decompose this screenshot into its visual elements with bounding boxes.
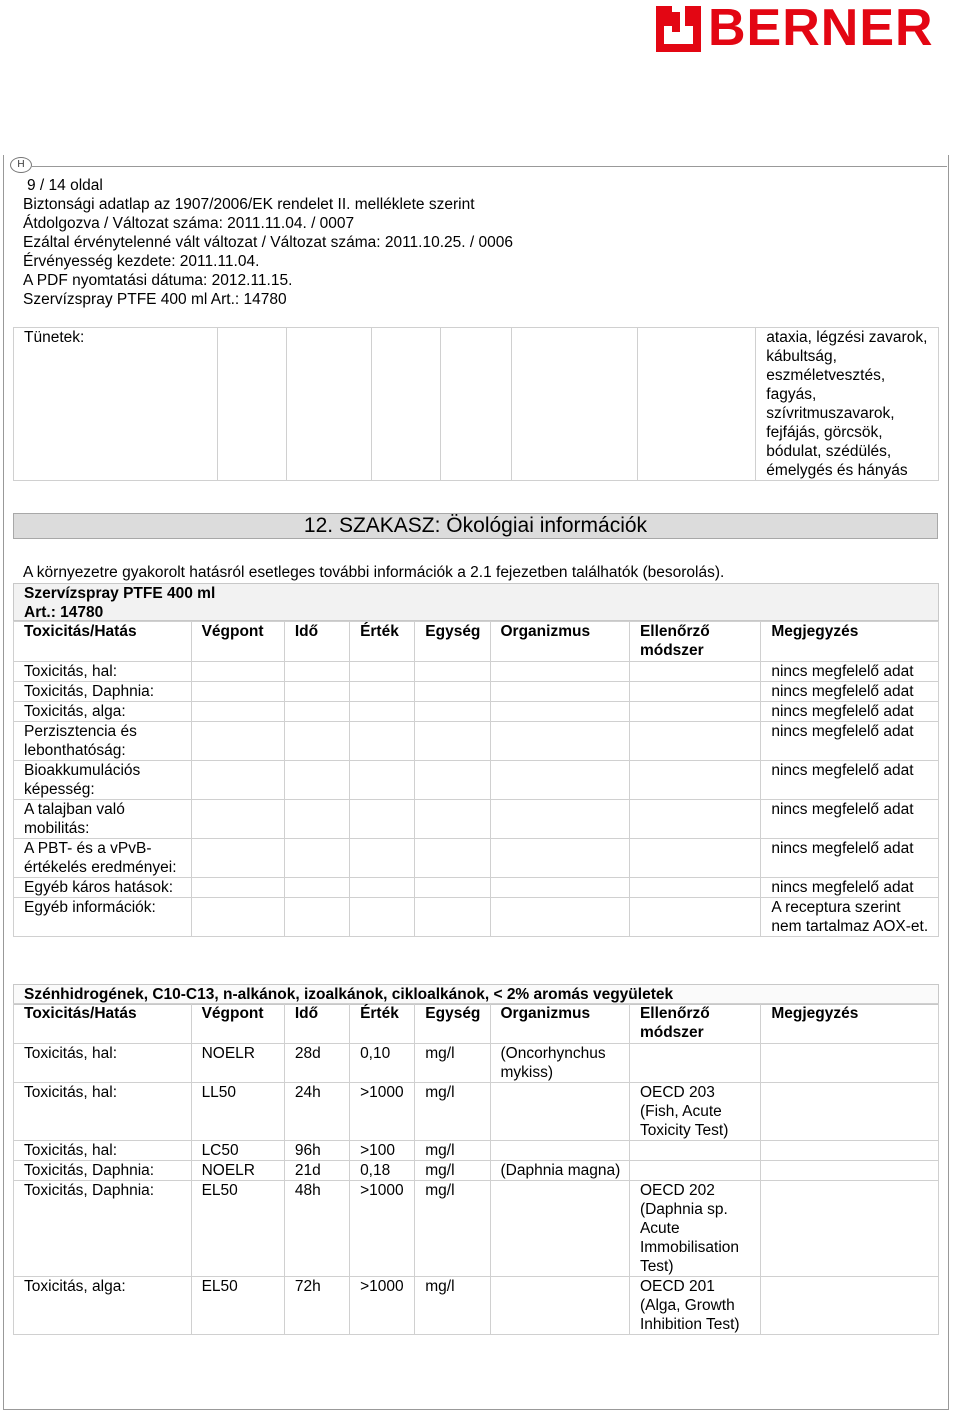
table-row: [14, 1083, 939, 1141]
symptoms-label: Tünetek:: [14, 328, 218, 481]
product2-toxicity-table: Toxicitás/Hatás Végpont Idő Érték Egység Organizmus Ellenőrző módszer Megjegyzés Toxicitás, hal: NOELR 28d 0,10 mg/l (Oncorhynchus mykiss) Toxicitás, hal: LL50 24h >1000 mg/l OECD 203 (Fish, Acute Toxicity Test) Toxicitás, hal: LC50 96h >100 mg/l Toxicitás, Daphnia: NOELR 21d 0,18 mg/l (Daphnia magna) Toxicitás, Daphnia: EL50 48h >1000 mg/l OECD 202 (Daphnia sp. Acute Immobilisation Test) Toxicitás, alga: EL50 72h >1000 mg/l OECD 201 (Alga, Growth Inhibition Test): [13, 1003, 939, 1335]
table-cell: [284, 662, 349, 682]
table-cell: 72h: [284, 1277, 349, 1335]
table-cell: [490, 1141, 629, 1161]
table-cell: nincs megfelelő adat: [761, 702, 939, 722]
table-cell: NOELR: [191, 1161, 284, 1181]
language-mark: H: [10, 157, 32, 173]
table-cell: >1000: [350, 1083, 415, 1141]
table-cell: [284, 800, 349, 839]
table-cell: [415, 722, 490, 761]
table-cell: >100: [350, 1141, 415, 1161]
table-cell: A PBT- és a vPvB-értékelés eredményei:: [14, 839, 192, 878]
table-cell: [284, 898, 349, 937]
table-cell: (Oncorhynchus mykiss): [490, 1044, 629, 1083]
table-cell: Toxicitás, Daphnia:: [14, 1181, 192, 1277]
table-cell: nincs megfelelő adat: [761, 662, 939, 682]
table-cell: [284, 839, 349, 878]
col-note: Megjegyzés: [761, 622, 939, 662]
table-cell: mg/l: [415, 1044, 490, 1083]
table-cell: [284, 702, 349, 722]
table-cell: LC50: [191, 1141, 284, 1161]
symptoms-table: [13, 327, 939, 481]
table-cell: [415, 878, 490, 898]
table-cell: 96h: [284, 1141, 349, 1161]
table-cell: nincs megfelelő adat: [761, 839, 939, 878]
table-cell: [490, 839, 629, 878]
table-cell: [629, 1161, 760, 1181]
table-cell: nincs megfelelő adat: [761, 761, 939, 800]
table-cell: [761, 1141, 939, 1161]
table-cell: nincs megfelelő adat: [761, 682, 939, 702]
table-cell: [761, 1161, 939, 1181]
product2-name: Szénhidrogének, C10-C13, n-alkánok, izoalkánok, cikloalkánok, < 2% aromás vegyületek: [13, 984, 939, 1005]
table-cell: [761, 1277, 939, 1335]
col-endpoint: Végpont: [191, 622, 284, 662]
table-row: [14, 1181, 939, 1277]
table-cell: [629, 878, 760, 898]
table-cell: [350, 761, 415, 800]
brand-name: BERNER: [708, 0, 934, 57]
table-cell: [511, 328, 637, 481]
table-cell: [490, 722, 629, 761]
table-cell: 0,10: [350, 1044, 415, 1083]
document-header: [23, 176, 513, 309]
table-cell: [490, 662, 629, 682]
col-value: Érték: [350, 622, 415, 662]
product2-header: [13, 984, 939, 1005]
table-cell: [350, 682, 415, 702]
table-cell: nincs megfelelő adat: [761, 878, 939, 898]
table-cell: 21d: [284, 1161, 349, 1181]
table-cell: [191, 898, 284, 937]
table-cell: [217, 328, 286, 481]
table-cell: [490, 1277, 629, 1335]
table-cell: OECD 201 (Alga, Growth Inhibition Test): [629, 1277, 760, 1335]
table-cell: Egyéb információk:: [14, 898, 192, 937]
col-organism: Organizmus: [490, 622, 629, 662]
table-cell: 0,18: [350, 1161, 415, 1181]
table-cell: Perzisztencia és lebonthatóság:: [14, 722, 192, 761]
table-cell: [629, 898, 760, 937]
product1-header: [13, 583, 939, 621]
table-cell: [415, 682, 490, 702]
table-cell: mg/l: [415, 1141, 490, 1161]
table-cell: (Daphnia magna): [490, 1161, 629, 1181]
table-cell: [490, 761, 629, 800]
table-row: [14, 839, 939, 878]
table-cell: [415, 702, 490, 722]
table-cell: [629, 839, 760, 878]
table-cell: Toxicitás, alga:: [14, 702, 192, 722]
table-cell: A receptura szerint nem tartalmaz AOX-et.: [761, 898, 939, 937]
table-cell: [490, 702, 629, 722]
table-row: [14, 800, 939, 839]
table-cell: [350, 839, 415, 878]
table-cell: nincs megfelelő adat: [761, 722, 939, 761]
table-cell: Toxicitás, alga:: [14, 1277, 192, 1335]
table-cell: [191, 761, 284, 800]
table-row: [14, 682, 939, 702]
table-cell: [350, 662, 415, 682]
table-cell: nincs megfelelő adat: [761, 800, 939, 839]
table-row: [14, 1141, 939, 1161]
table-cell: 48h: [284, 1181, 349, 1277]
table-cell: OECD 203 (Fish, Acute Toxicity Test): [629, 1083, 760, 1141]
col-effect: Toxicitás/Hatás: [14, 622, 192, 662]
table-cell: Toxicitás, hal:: [14, 1083, 192, 1141]
table-cell: [490, 682, 629, 702]
table-cell: [350, 800, 415, 839]
table-cell: [490, 898, 629, 937]
table-cell: [350, 898, 415, 937]
berner-logo-icon: [656, 6, 701, 52]
table-cell: [490, 800, 629, 839]
page-number: 9 / 14 oldal: [27, 177, 103, 194]
table-cell: [191, 878, 284, 898]
table-row: [14, 878, 939, 898]
table-row: [14, 1044, 939, 1083]
table-row: [14, 662, 939, 682]
intro-text: A környezetre gyakorolt hatásról esetleges további információk a 2.1 fejezetben találhatók (besorolás).: [23, 564, 725, 581]
table-cell: [629, 1141, 760, 1161]
table-cell: [191, 662, 284, 682]
table-cell: [284, 761, 349, 800]
table-cell: [490, 878, 629, 898]
table-cell: [415, 662, 490, 682]
table-cell: mg/l: [415, 1161, 490, 1181]
table-cell: [415, 761, 490, 800]
col-unit: Egység: [415, 622, 490, 662]
product-line: Szervízspray PTFE 400 ml Art.: 14780: [23, 291, 287, 308]
symptoms-text: ataxia, légzési zavarok, kábultság, eszméletvesztés, fagyás, szívritmuszavarok, fejfájás, görcsök, bódulat, szédülés, émelygés és hányás: [756, 328, 939, 481]
product1-toxicity-table: [13, 621, 939, 937]
table-cell: 28d: [284, 1044, 349, 1083]
frame-top-line: [32, 166, 947, 167]
table-cell: [415, 800, 490, 839]
table-cell: EL50: [191, 1277, 284, 1335]
table-cell: [629, 682, 760, 702]
table-cell: [629, 761, 760, 800]
table-cell: [350, 722, 415, 761]
table-cell: Toxicitás, hal:: [14, 1044, 192, 1083]
table-cell: [490, 1083, 629, 1141]
table-cell: [191, 702, 284, 722]
table-cell: [191, 839, 284, 878]
table-cell: [637, 328, 756, 481]
col-time: Idő: [284, 622, 349, 662]
table-cell: [761, 1181, 939, 1277]
table-row: [14, 898, 939, 937]
table-cell: Toxicitás, hal:: [14, 662, 192, 682]
table-cell: 24h: [284, 1083, 349, 1141]
table-cell: [191, 722, 284, 761]
table-cell: OECD 202 (Daphnia sp. Acute Immobilisation Test): [629, 1181, 760, 1277]
table-row: [14, 1277, 939, 1335]
print-date-line: A PDF nyomtatási dátuma: 2012.11.15.: [23, 272, 293, 289]
table-cell: [629, 722, 760, 761]
table-cell: [284, 682, 349, 702]
table-cell: [372, 328, 441, 481]
table-cell: LL50: [191, 1083, 284, 1141]
berner-logo: [656, 0, 960, 57]
table-row: [14, 722, 939, 761]
table-row: [14, 1161, 939, 1181]
table-cell: mg/l: [415, 1277, 490, 1335]
table-cell: [490, 1181, 629, 1277]
table-cell: [350, 702, 415, 722]
regulation-line: Biztonsági adatlap az 1907/2006/EK rendelet II. melléklete szerint: [23, 196, 475, 213]
table-cell: >1000: [350, 1181, 415, 1277]
table-cell: [284, 878, 349, 898]
table-cell: Toxicitás, Daphnia:: [14, 1161, 192, 1181]
table-cell: Bioakkumulációs képesség:: [14, 761, 192, 800]
valid-from-line: Érvényesség kezdete: 2011.11.04.: [23, 253, 260, 270]
table-cell: [761, 1083, 939, 1141]
table-cell: [350, 878, 415, 898]
table-cell: [629, 800, 760, 839]
table-cell: mg/l: [415, 1083, 490, 1141]
table-cell: [191, 800, 284, 839]
table-cell: Toxicitás, hal:: [14, 1141, 192, 1161]
table-cell: [629, 662, 760, 682]
table-cell: [284, 722, 349, 761]
table-cell: [286, 328, 372, 481]
table-cell: [629, 702, 760, 722]
table-cell: >1000: [350, 1277, 415, 1335]
table-cell: mg/l: [415, 1181, 490, 1277]
table-cell: [191, 682, 284, 702]
table-cell: Egyéb káros hatások:: [14, 878, 192, 898]
table-row: [14, 702, 939, 722]
revision-line: Átdolgozva / Változat száma: 2011.11.04. / 0007: [23, 215, 355, 232]
table-row: [14, 761, 939, 800]
table-cell: A talajban való mobilitás:: [14, 800, 192, 839]
product1-name: Szervízspray PTFE 400 ml Art.: 14780: [13, 583, 939, 621]
table-cell: NOELR: [191, 1044, 284, 1083]
col-method: Ellenőrző módszer: [629, 622, 760, 662]
table-cell: EL50: [191, 1181, 284, 1277]
table-cell: [761, 1044, 939, 1083]
section-title: 12. SZAKASZ: Ökológiai információk: [13, 513, 938, 539]
table-cell: [441, 328, 512, 481]
table-cell: Toxicitás, Daphnia:: [14, 682, 192, 702]
table-cell: [415, 839, 490, 878]
table-cell: [629, 1044, 760, 1083]
table-cell: [415, 898, 490, 937]
superseded-line: Ezáltal érvénytelenné vált változat / Változat száma: 2011.10.25. / 0006: [23, 234, 513, 251]
